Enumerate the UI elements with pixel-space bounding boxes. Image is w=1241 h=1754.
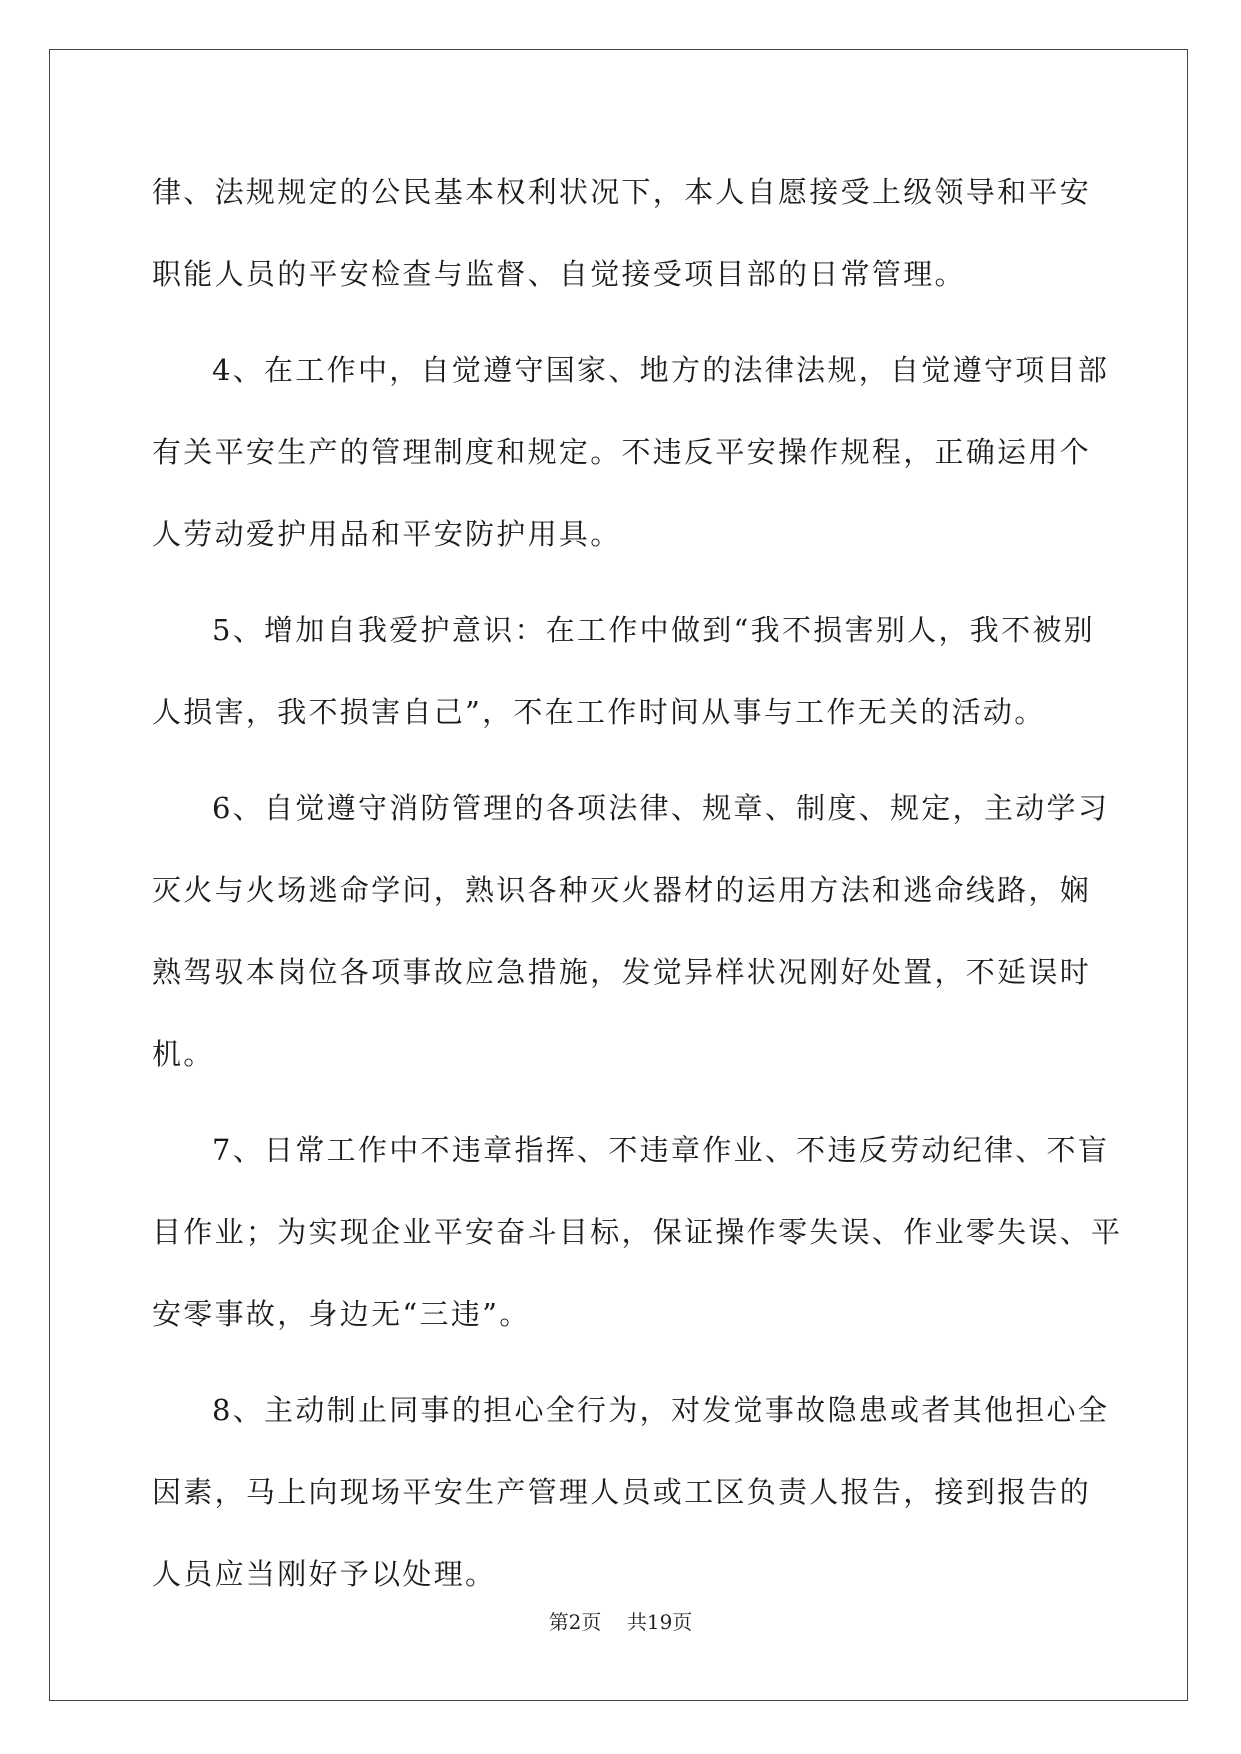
paragraph-line: 机。 — [152, 1037, 215, 1071]
paragraph-line: 5、增加自我爱护意识：在工作中做到“我不损害别人，我不被别 — [212, 613, 1095, 647]
paragraph-line: 熟驾驭本岗位各项事故应急措施，发觉异样状况刚好处置，不延误时 — [152, 955, 1092, 989]
paragraph-line: 6、自觉遵守消防管理的各项法律、规章、制度、规定，主动学习 — [212, 791, 1110, 825]
paragraph-line: 8、主动制止同事的担心全行为，对发觉事故隐患或者其他担心全 — [212, 1393, 1110, 1427]
page-footer — [0, 1608, 1241, 1636]
paragraph-line: 人劳动爱护用品和平安防护用具。 — [152, 517, 622, 551]
paragraph-line: 职能人员的平安检查与监督、自觉接受项目部的日常管理。 — [152, 257, 966, 291]
page-number: 第2页 — [548, 1610, 602, 1634]
paragraph-line: 灭火与火场逃命学问，熟识各种灭火器材的运用方法和逃命线路，娴 — [152, 873, 1092, 907]
paragraph-line: 4、在工作中，自觉遵守国家、地方的法律法规，自觉遵守项目部 — [212, 353, 1110, 387]
paragraph-line: 目作业；为实现企业平安奋斗目标，保证操作零失误、作业零失误、平 — [152, 1215, 1123, 1249]
paragraph-line: 人员应当刚好予以处理。 — [152, 1557, 497, 1591]
paragraph-line: 律、法规规定的公民基本权利状况下，本人自愿接受上级领导和平安 — [152, 175, 1092, 209]
document-body — [152, 162, 1123, 1626]
paragraph-line: 安零事故，身边无“三违”。 — [152, 1297, 531, 1331]
paragraph-line: 有关平安生产的管理制度和规定。不违反平安操作规程，正确运用个 — [152, 435, 1092, 469]
paragraph-line: 因素，马上向现场平安生产管理人员或工区负责人报告，接到报告的 — [152, 1475, 1092, 1509]
paragraph-line: 7、日常工作中不违章指挥、不违章作业、不违反劳动纪律、不盲 — [212, 1133, 1110, 1167]
page-total: 共19页 — [626, 1610, 693, 1634]
paragraph-line: 人损害，我不损害自己”，不在工作时间从事与工作无关的活动。 — [152, 695, 1046, 729]
